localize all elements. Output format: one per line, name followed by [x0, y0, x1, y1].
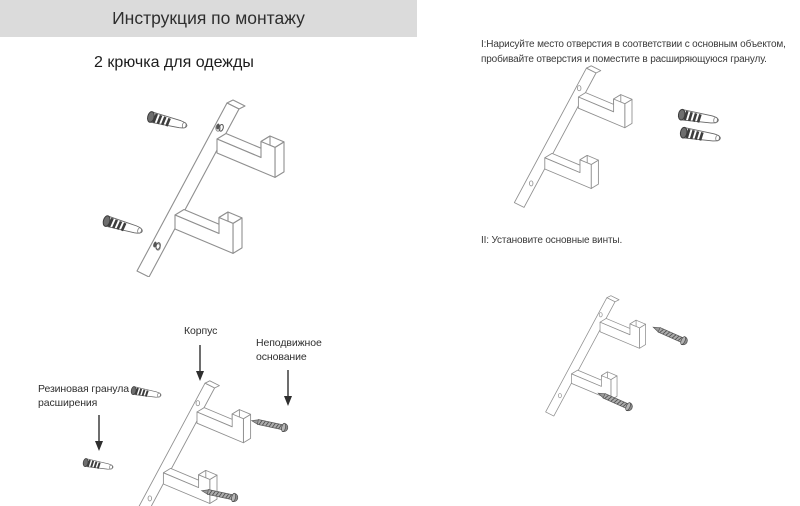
step2-drawing — [525, 285, 775, 460]
screw — [251, 416, 289, 432]
wall-plug — [678, 109, 719, 126]
fixed-base-pointer-arrow — [284, 370, 292, 406]
step2-text — [481, 233, 622, 248]
step1-line2: пробивайте отверстия и поместите в расширяющуюся гранулу. — [481, 54, 767, 65]
label-fixed-base: Неподвижное основание — [256, 337, 322, 364]
product-subtitle: 2 крючка для одежды — [94, 54, 254, 71]
granule-pointer-arrow — [95, 415, 103, 451]
wall-plug — [102, 215, 144, 236]
step2-line1: II: Установите основные винты. — [481, 235, 623, 246]
page-title: Инструкция по монтажу — [112, 8, 305, 28]
label-expansion-granule: Резиновая гранула расширения — [38, 383, 129, 410]
wall-plug — [147, 111, 189, 131]
korpus-pointer-arrow — [196, 345, 204, 381]
plate-with-hooks — [514, 66, 632, 208]
page-title-bar — [0, 0, 417, 37]
wall-plug — [83, 458, 114, 471]
plate-with-hooks — [137, 100, 284, 277]
wall-plug — [680, 127, 721, 144]
step1-drawing — [490, 62, 780, 212]
assembled-hooks-drawing — [80, 82, 330, 277]
screw — [652, 323, 689, 346]
step1-line1: I:Нарисуйте место отверстия в соответствии с основным объектом, — [481, 39, 786, 50]
plate-with-hooks — [546, 296, 646, 416]
plate-with-hooks — [133, 381, 251, 506]
label-body: Корпус — [184, 325, 218, 337]
